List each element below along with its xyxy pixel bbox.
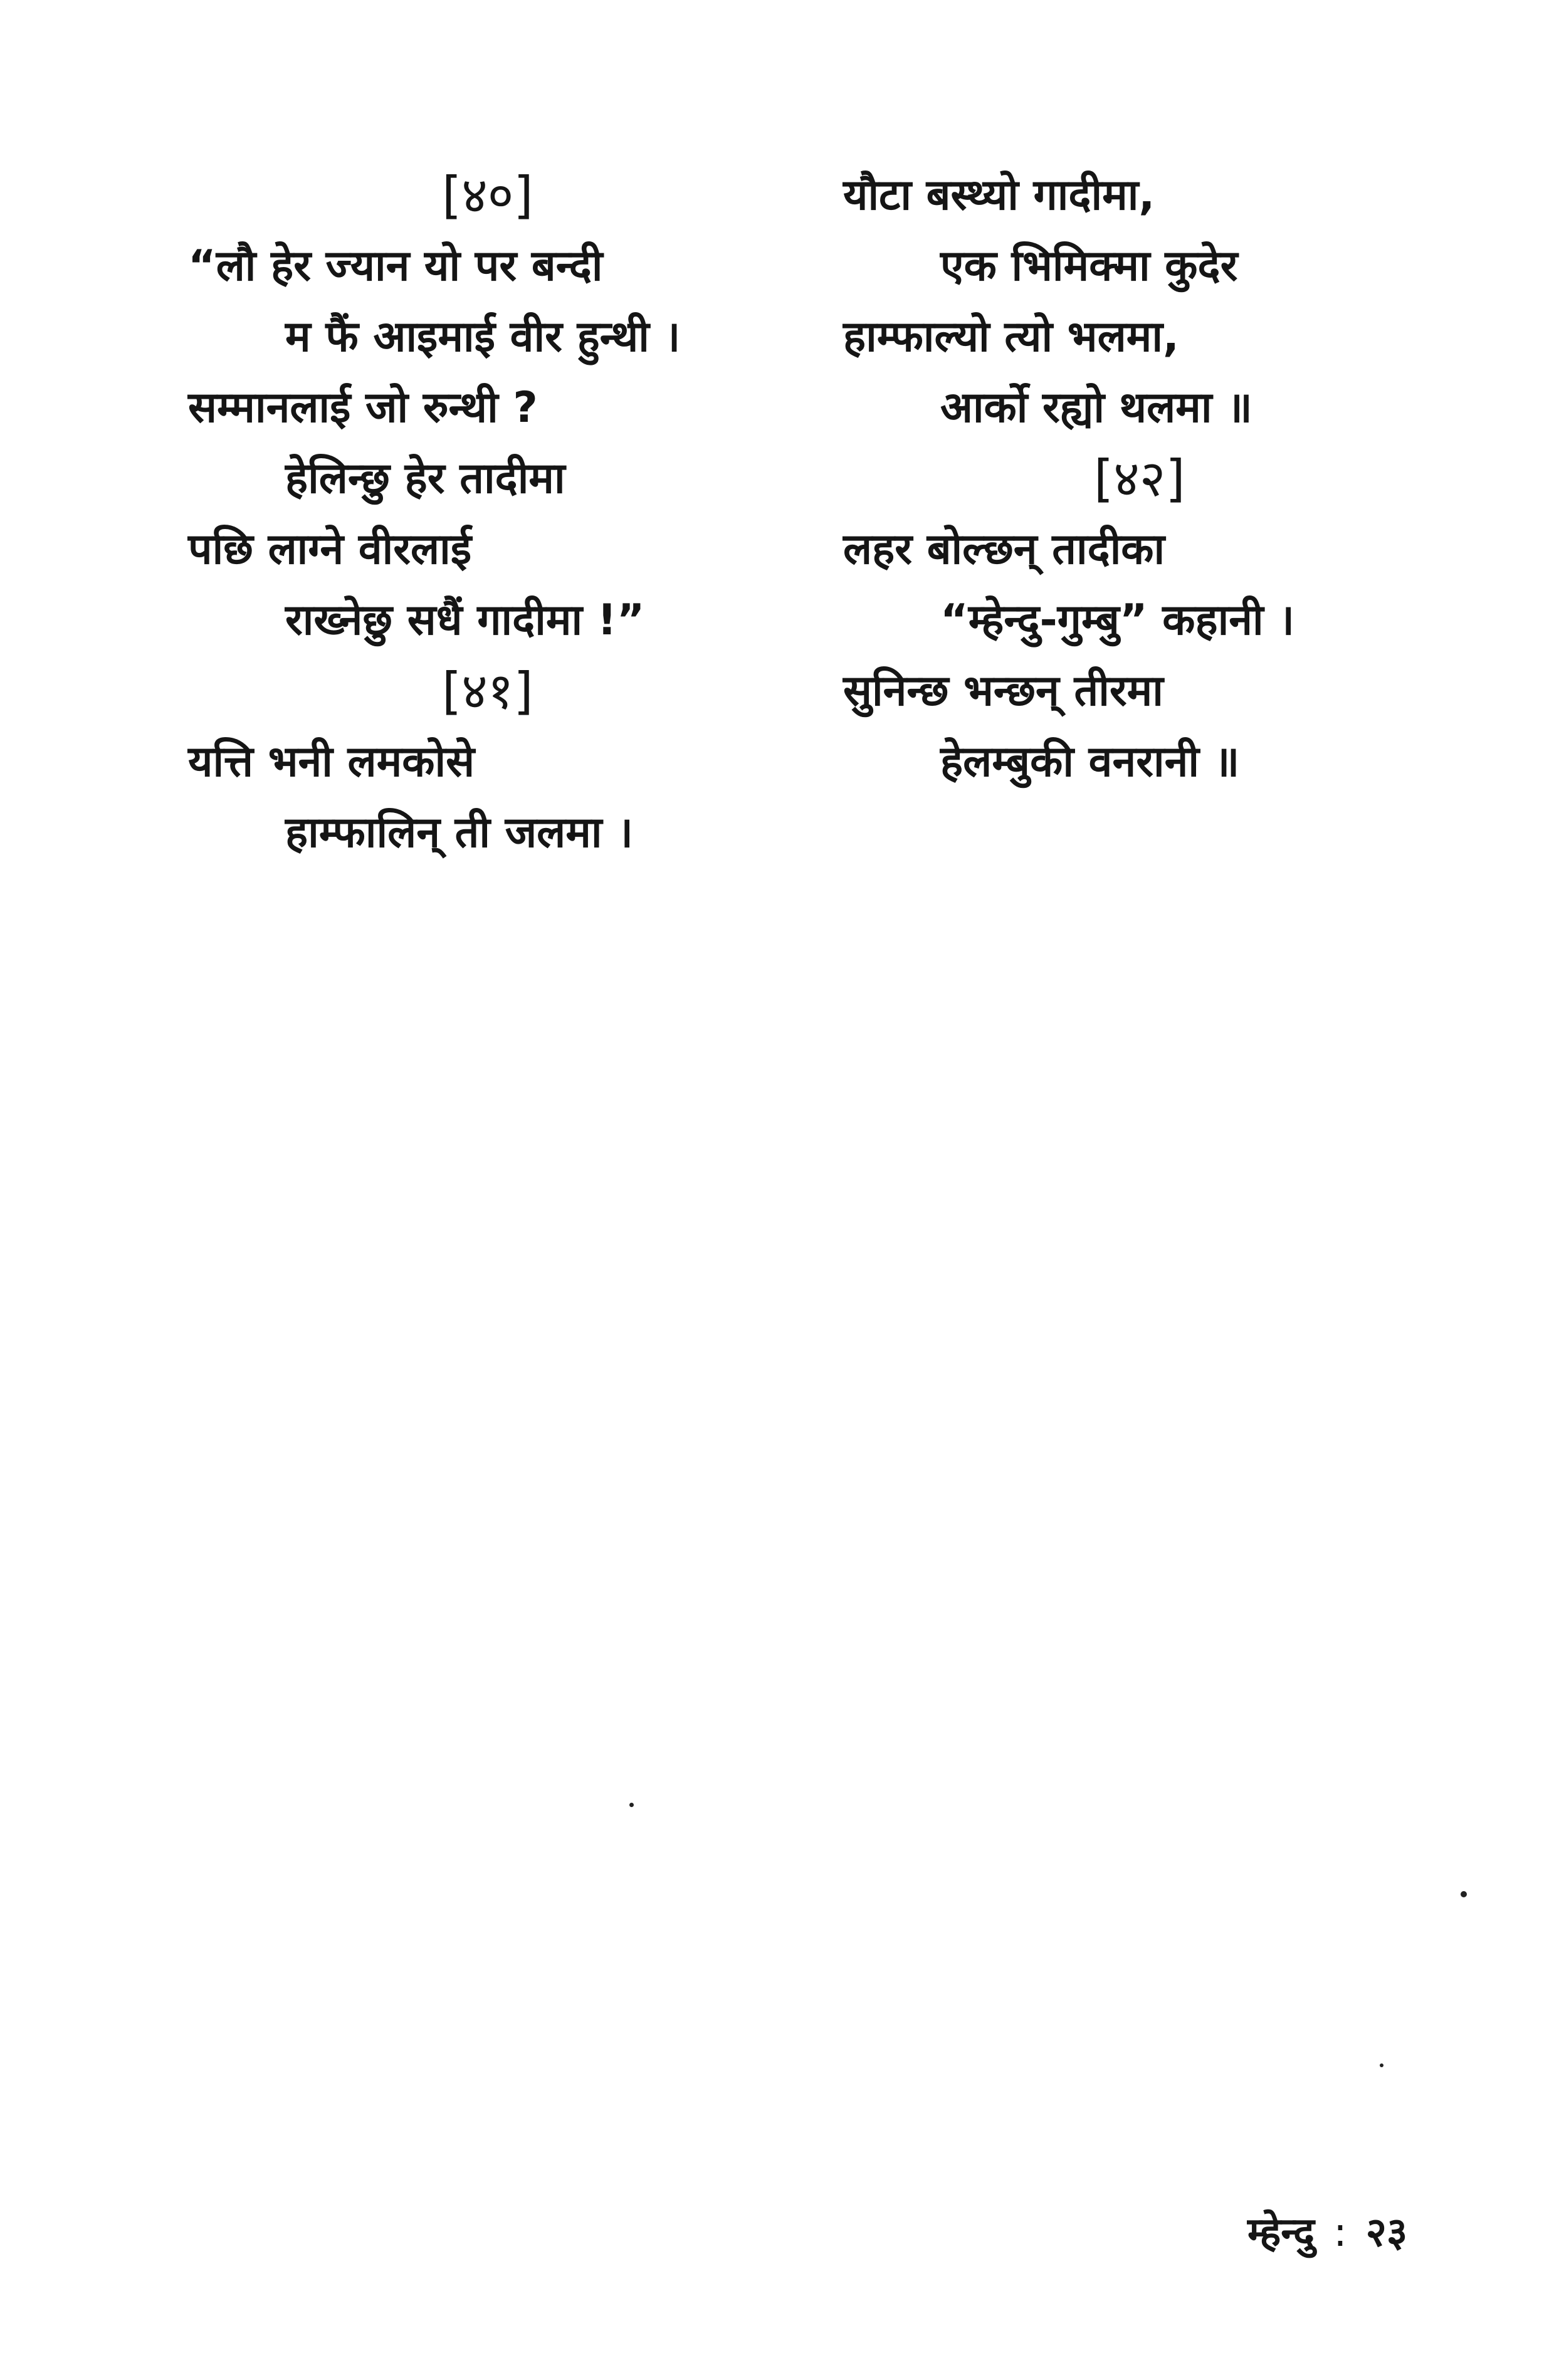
verse-line: हाम्फालिन् ती जलमा । (285, 808, 633, 857)
verse-line: यौटा बस्थ्यो गादीमा, (843, 170, 1155, 220)
stanza-number-40: [४०] (442, 166, 533, 224)
stanza-number-41: [४१] (442, 662, 533, 720)
page-footer (1247, 2203, 1407, 2258)
verse-line: पछि लाग्ने वीरलाई (188, 525, 472, 574)
verse-line: “लौ हेर ज्यान यो पर बन्दी (188, 241, 603, 291)
stanza-number-42: [४२] (1094, 449, 1185, 508)
running-title: म्हेन्दु (1247, 2210, 1315, 2256)
scan-speck (1461, 1891, 1467, 1897)
verse-line: सम्मानलाई जो रुन्थी ? (188, 383, 538, 432)
verse-line: एक भिमिक्मा कुदेर (940, 241, 1238, 291)
left-column (188, 160, 815, 868)
page-number: २३ (1365, 2210, 1408, 2256)
verse-line: म फैं आइमाई वीर हुन्थी । (285, 312, 681, 362)
verse-line: राख्नेछु सधैं गादीमा !” (285, 595, 645, 645)
verse-line: “म्हेन्दु-गुम्बु” कहानी । (940, 595, 1294, 645)
verse-line: हेलम्बुकी वनरानी ॥ (940, 737, 1240, 787)
footer-separator: : (1333, 2210, 1347, 2256)
verse-line: सुनिन्छ भन्छन् तीरमा (843, 666, 1163, 716)
verse-line: यत्ति भनी लमकोसे (188, 737, 475, 787)
verse-line: हेलिन्छु हेर तादीमा (285, 454, 565, 503)
verse-line: हाम्फाल्यो त्यो भलमा, (843, 312, 1179, 362)
scan-speck (1380, 2063, 1383, 2067)
right-column (843, 160, 1407, 797)
verse-line: लहर बोल्छन् तादीका (843, 525, 1165, 574)
verse-line: आर्को रह्यो थलमा ॥ (940, 383, 1252, 432)
scan-speck (629, 1803, 634, 1807)
